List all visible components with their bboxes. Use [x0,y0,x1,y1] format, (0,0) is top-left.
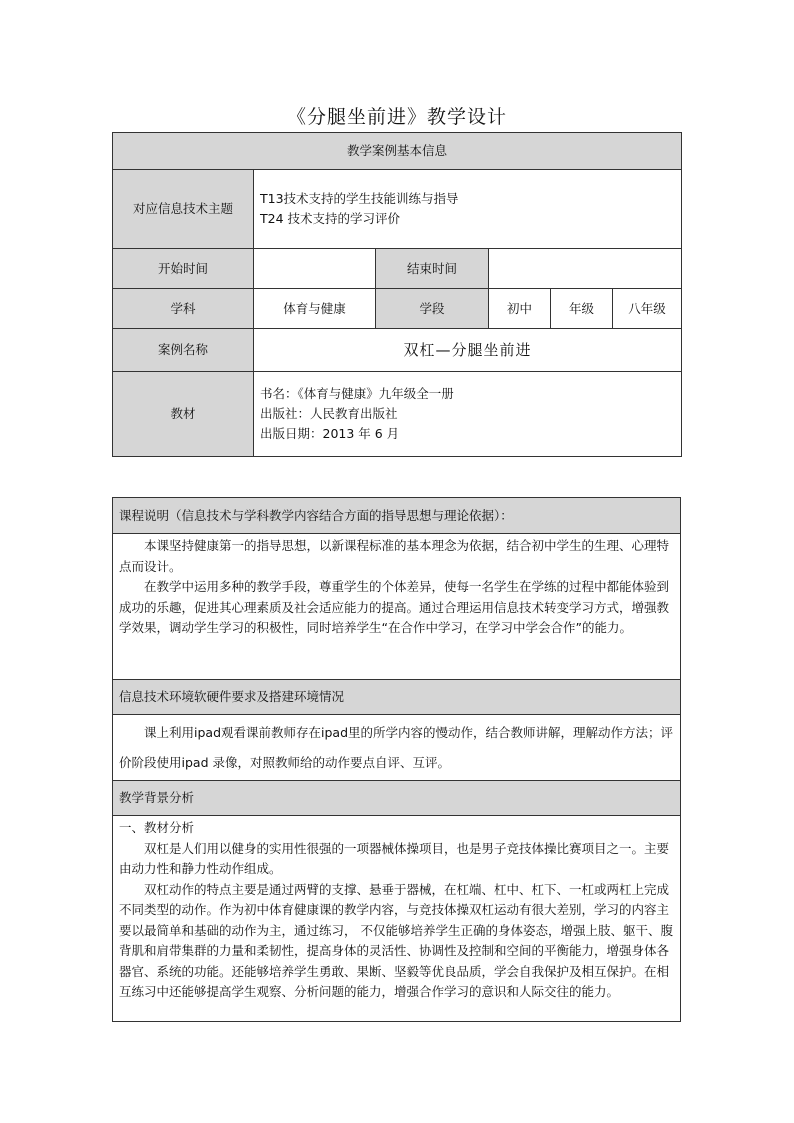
case-name-label: 案例名称 [113,329,254,372]
topic-line-2: T24 技术支持的学习评价 [260,211,401,226]
course-desc-paragraph-2: 在教学中运用多种的教学手段，尊重学生的个体差异，使每一名学生在学练的过程中都能体验到成功的乐趣，促进其心理素质及社会适应能力的提高。通过合理运用信息技术转变学习方式，增强教学效果，调动学生学习的积极性，同时培养学生“在合作中学习，在学习中学会合作”的能力。 [119,579,670,635]
topic-line-1: T13技术支持的学生技能训练与指导 [260,191,459,206]
background-paragraph-1: 双杠是人们用以健身的实用性很强的一项器械体操项目，也是男子竞技体操比赛项目之一。主要由动力性和静力性动作组成。 [119,840,670,876]
grade-value: 八年级 [613,289,682,329]
background-paragraph-2: 双杠动作的特点主要是通过两臂的支撑、悬垂于器械，在杠端、杠中、杠下、一杠或两杠上完成不同类型的动作。作为初中体育健康课的教学内容，与竞技体操双杠运动有很大差别，学习的内容主要以最简单和基础的动作为主，通过练习， 不仅能够培养学生正确的身体姿态，增强上肢、躯干、腹背肌和肩带集群的力量和柔韧性，提高身体的灵活性、协调性及控制和空间的平衡能力，增强身体各器官、系统的功能。还能够培养学生勇敢、果断、坚毅等优良品质，学会自我保护及相互保护。在相互练习中还能够提高学生观察、分析问题的能力，增强合作学习的意识和人际交往的能力。 [119,881,673,999]
background-body [113,816,681,1022]
course-desc-body [113,534,681,680]
environment-paragraph: 课上利用ipad观看课前教师存在ipad里的所学内容的慢动作，结合教师讲解，理解动作方法；评价阶段使用ipad 录像，对照教师给的动作要点自评、互评。 [119,725,674,770]
basic-info-header: 教学案例基本信息 [113,133,682,170]
stage-value: 初中 [489,289,551,329]
background-header: 教学背景分析 [113,781,681,816]
start-time-label: 开始时间 [113,249,254,289]
end-time-label: 结束时间 [376,249,489,289]
document-title: 《分腿坐前进》教学设计 [286,106,507,128]
subject-label: 学科 [113,289,254,329]
case-name-value: 双杠—分腿坐前进 [254,329,682,372]
textbook-value [254,372,682,457]
textbook-line-name: 书名：《体育与健康》九年级全一册 [260,386,454,401]
textbook-line-date: 出版日期：2013 年 6 月 [260,426,400,441]
textbook-line-publisher: 出版社：人民教育出版社 [260,406,398,421]
course-desc-paragraph-1: 本课坚持健康第一的指导思想，以新课程标准的基本理念为依据，结合初中学生的生理、心理特点而设计。 [119,538,670,574]
background-subheading: 一、教材分析 [119,820,195,835]
subject-value: 体育与健康 [254,289,376,329]
start-time-value [254,249,376,289]
course-desc-header: 课程说明（信息技术与学科教学内容结合方面的指导思想与理论依据）： [113,498,681,534]
grade-label: 年级 [551,289,613,329]
environment-body [113,715,681,781]
basic-info-table [112,132,682,457]
topic-value [254,170,682,249]
textbook-label: 教材 [113,372,254,457]
end-time-value [489,249,682,289]
stage-label: 学段 [376,289,489,329]
course-design-table [112,497,681,1022]
environment-header: 信息技术环境软硬件要求及搭建环境情况 [113,680,681,715]
topic-label: 对应信息技术主题 [113,170,254,249]
